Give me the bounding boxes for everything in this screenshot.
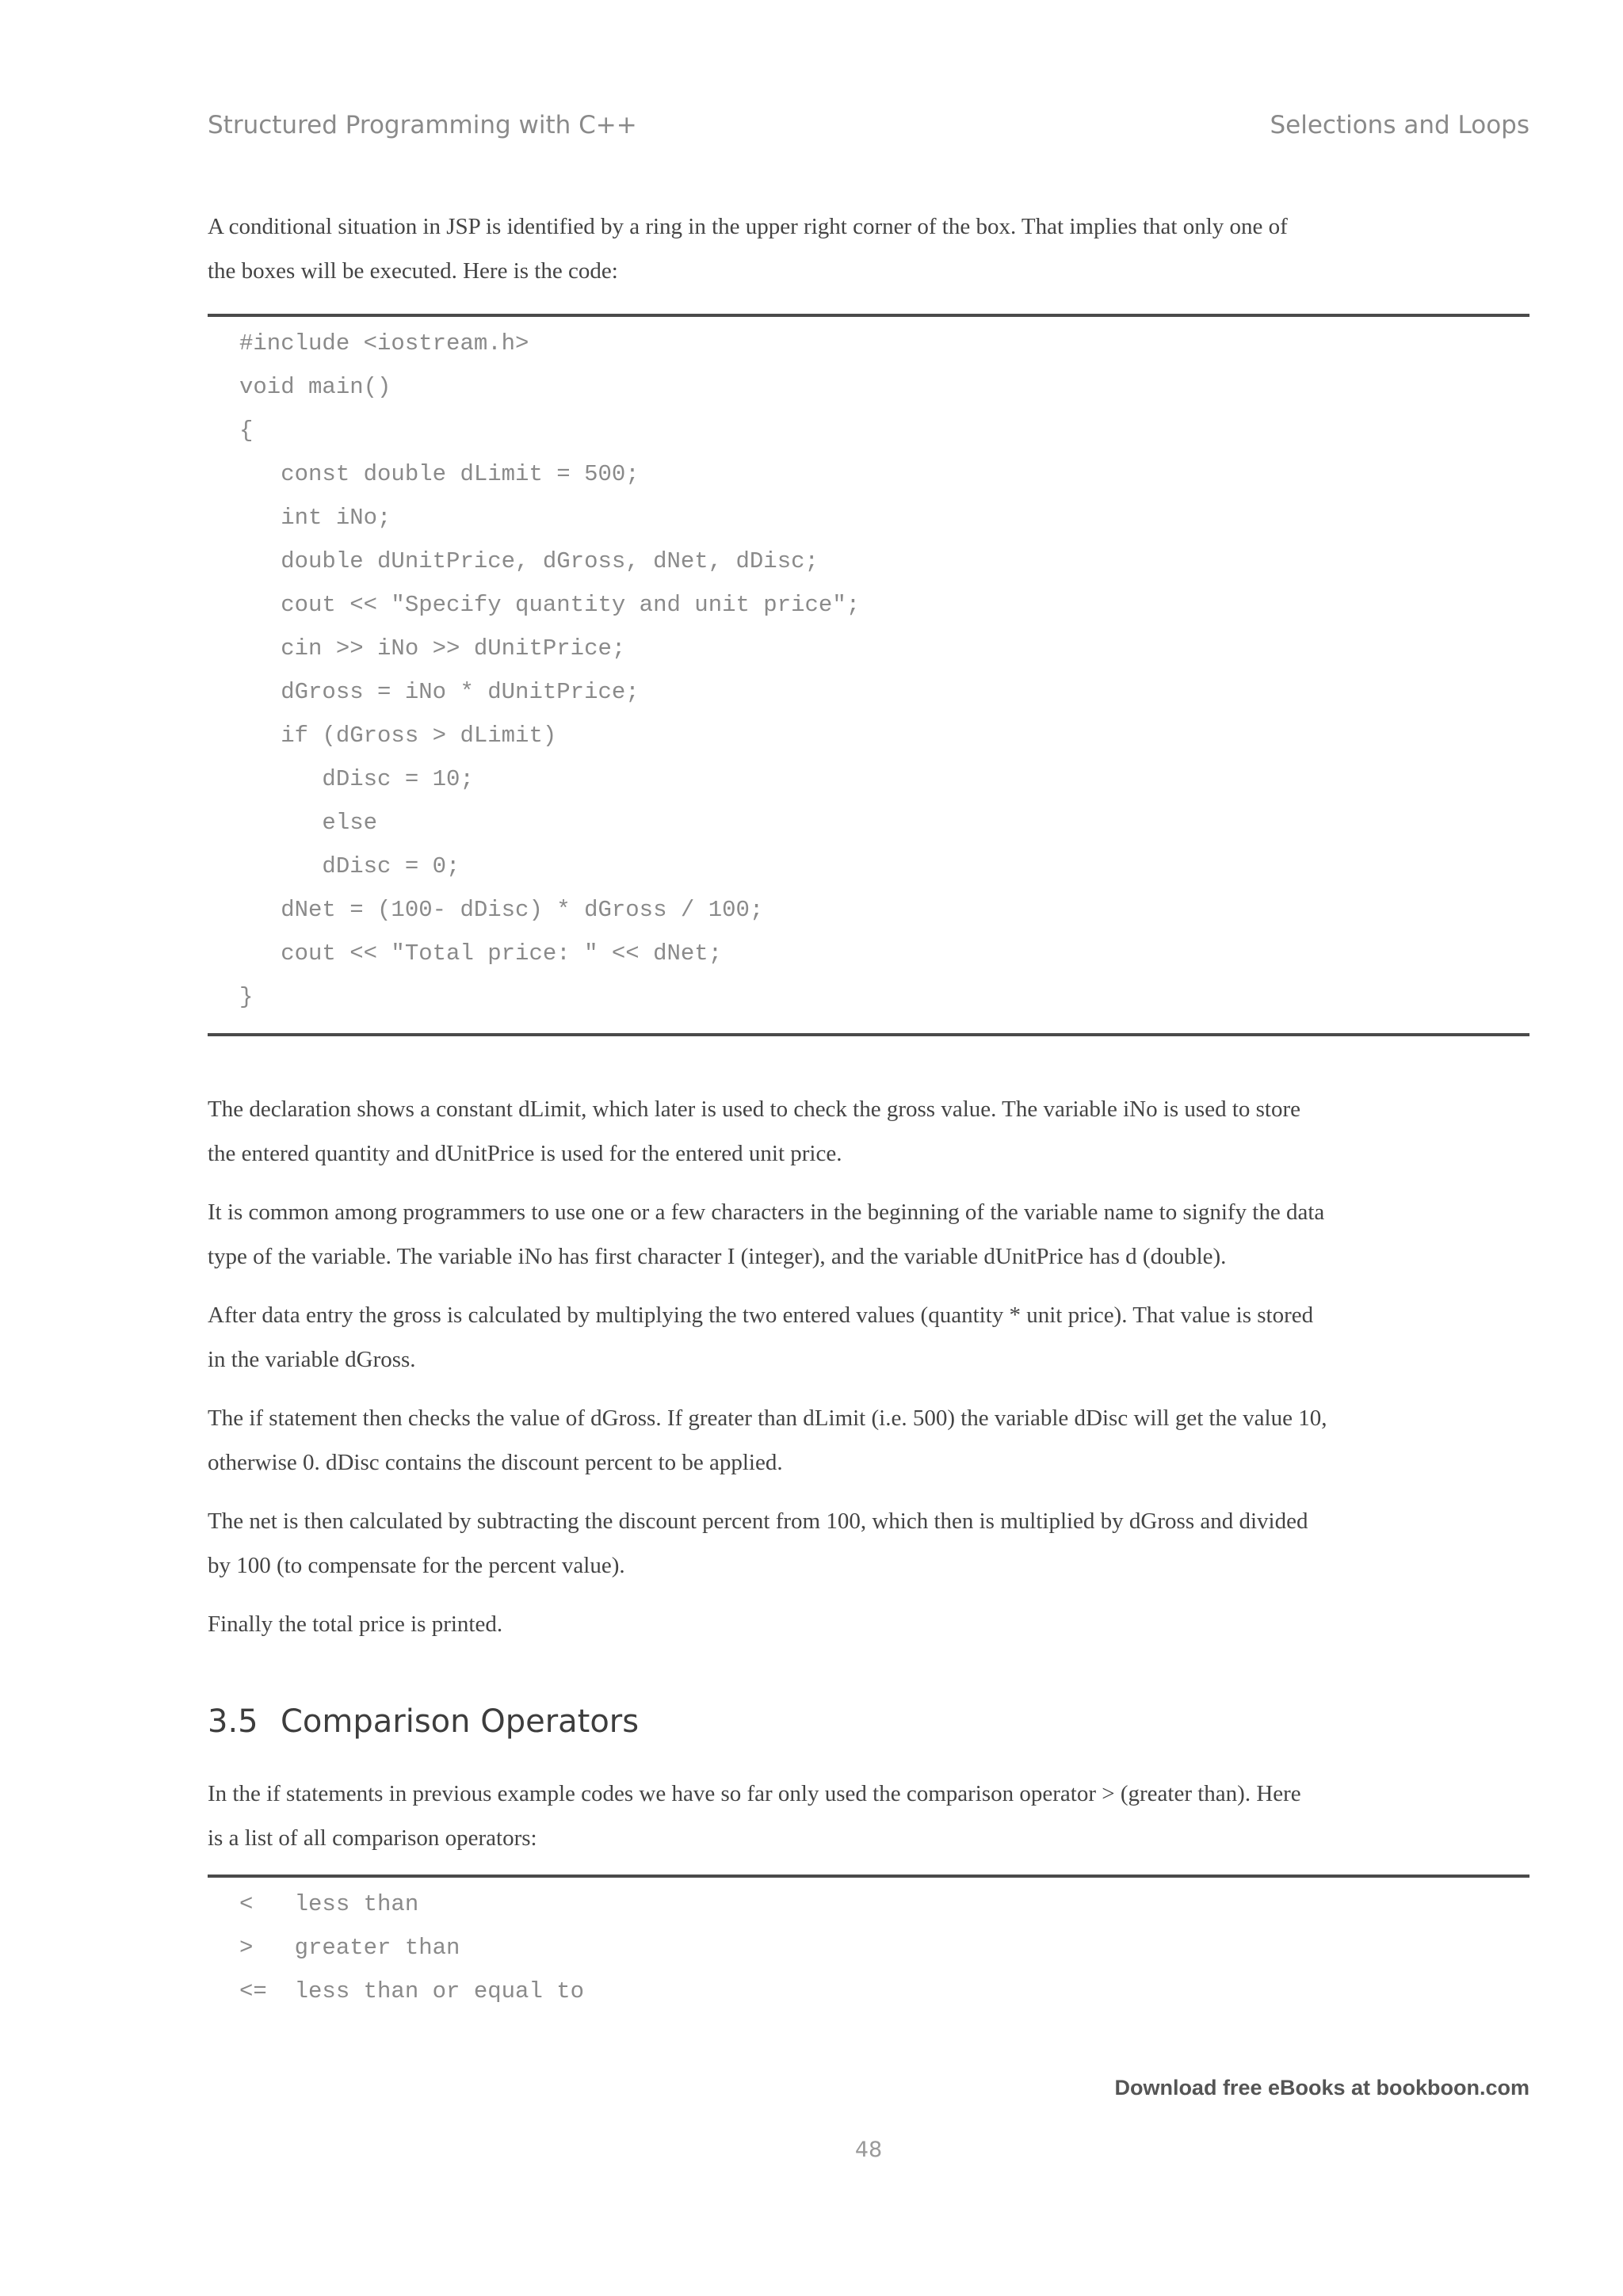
code-line: void main() bbox=[239, 374, 391, 400]
operator-line: <= less than or equal to bbox=[239, 1978, 585, 2004]
section-intro-line-2: is a list of all comparison operators: bbox=[208, 1825, 537, 1851]
explanation-p4-line-1: The if statement then checks the value of dGross. If greater than dLimit (i.e. 500) the variable dDisc will get the value 10, bbox=[208, 1405, 1327, 1431]
header-chapter-title: Selections and Loops bbox=[1270, 111, 1529, 139]
code-line: cout << "Specify quantity and unit price"; bbox=[239, 592, 861, 618]
explanation-p1-line-1: The declaration shows a constant dLimit, which later is used to check the gross value. The variable iNo is used to store bbox=[208, 1097, 1301, 1122]
code-line: #include <iostream.h> bbox=[239, 330, 529, 357]
download-ebooks-link[interactable]: Download free eBooks at bookboon.com bbox=[1114, 2076, 1529, 2100]
explanation-p5-line-1: The net is then calculated by subtracting the discount percent from 100, which then is multiplied by dGross and divided bbox=[208, 1508, 1308, 1534]
explanation-p3-line-1: After data entry the gross is calculated by multiplying the two entered values (quantity * unit price). That value is stored bbox=[208, 1302, 1314, 1328]
section-intro-line-1: In the if statements in previous example codes we have so far only used the comparison operator > (greater than). Here bbox=[208, 1781, 1301, 1806]
explanation-p5-line-2: by 100 (to compensate for the percent value). bbox=[208, 1553, 625, 1578]
running-header bbox=[208, 111, 1529, 144]
section-heading bbox=[208, 1703, 639, 1740]
code-line: int iNo; bbox=[239, 505, 391, 531]
intro-paragraph-line-1: A conditional situation in JSP is identified by a ring in the upper right corner of the box. That implies that only one of bbox=[208, 214, 1288, 239]
section-title: Comparison Operators bbox=[281, 1703, 640, 1740]
code-line: dDisc = 10; bbox=[239, 766, 474, 792]
header-book-title: Structured Programming with C++ bbox=[208, 111, 637, 139]
code-line: } bbox=[239, 984, 254, 1010]
document-page bbox=[208, 0, 1529, 2296]
explanation-p4-line-2: otherwise 0. dDisc contains the discount percent to be applied. bbox=[208, 1450, 783, 1475]
explanation-p6-line-1: Finally the total price is printed. bbox=[208, 1611, 503, 1637]
code-line: if (dGross > dLimit) bbox=[239, 723, 557, 749]
code-line: else bbox=[239, 810, 378, 836]
code-line: cout << "Total price: " << dNet; bbox=[239, 940, 723, 967]
code-line: { bbox=[239, 418, 254, 444]
code-line: dDisc = 0; bbox=[239, 853, 460, 879]
code-line: dGross = iNo * dUnitPrice; bbox=[239, 679, 640, 705]
operator-line: < less than bbox=[239, 1891, 419, 1917]
explanation-p2-line-1: It is common among programmers to use one or a few characters in the beginning of the variable name to signify the data bbox=[208, 1199, 1325, 1225]
code-top-rule bbox=[208, 314, 1529, 317]
explanation-p3-line-2: in the variable dGross. bbox=[208, 1347, 416, 1372]
operators-top-rule bbox=[208, 1875, 1529, 1878]
operator-line: > greater than bbox=[239, 1935, 460, 1961]
code-line: dNet = (100- dDisc) * dGross / 100; bbox=[239, 897, 764, 923]
code-line: cin >> iNo >> dUnitPrice; bbox=[239, 635, 626, 662]
explanation-p1-line-2: the entered quantity and dUnitPrice is used for the entered unit price. bbox=[208, 1141, 842, 1166]
code-listing bbox=[239, 328, 1507, 1025]
page-number: 48 bbox=[854, 2138, 883, 2162]
code-bottom-rule bbox=[208, 1033, 1529, 1036]
intro-paragraph-line-2: the boxes will be executed. Here is the code: bbox=[208, 258, 618, 284]
explanation-p2-line-2: type of the variable. The variable iNo has first character I (integer), and the variable dUnitPrice has d (double). bbox=[208, 1244, 1227, 1269]
section-number: 3.5 bbox=[208, 1703, 258, 1740]
operators-listing bbox=[239, 1889, 1507, 2016]
code-line: double dUnitPrice, dGross, dNet, dDisc; bbox=[239, 548, 819, 574]
code-line: const double dLimit = 500; bbox=[239, 461, 640, 487]
